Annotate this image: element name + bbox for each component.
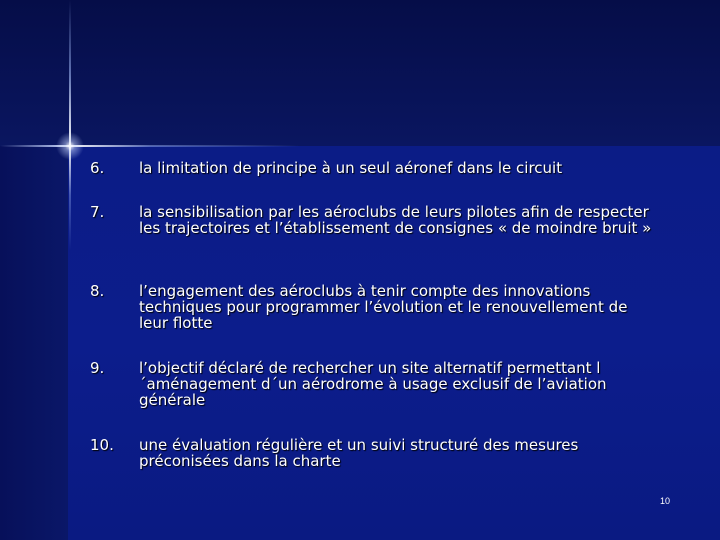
list-item-text: la limitation de principe à un seul aéronef dans le circuit (139, 159, 563, 177)
list-item-number: 7. (90, 203, 105, 221)
list-item-text: l’engagement des aéroclubs à tenir compte des innovations techniques pour programmer l’évolution et le renouvellement de leur flotte (139, 282, 628, 332)
list-item-text: l’objectif déclaré de rechercher un site alternatif permettant l´aménagement d´un aérodrome à usage exclusif de l’aviation générale (139, 359, 607, 409)
list-item-text: la sensibilisation par les aéroclubs de leurs pilotes afin de respecter les trajectoires et l’établissement de consignes « de moindre bruit » (139, 203, 652, 237)
page-number: 10 (659, 496, 670, 506)
list-item-number: 10. (90, 436, 114, 454)
list-item-number: 8. (90, 282, 105, 300)
list-item-text: une évaluation régulière et un suivi structuré des mesures préconisées dans la charte (139, 436, 579, 470)
list-item-number: 9. (90, 359, 105, 377)
list-item-number: 6. (90, 159, 105, 177)
